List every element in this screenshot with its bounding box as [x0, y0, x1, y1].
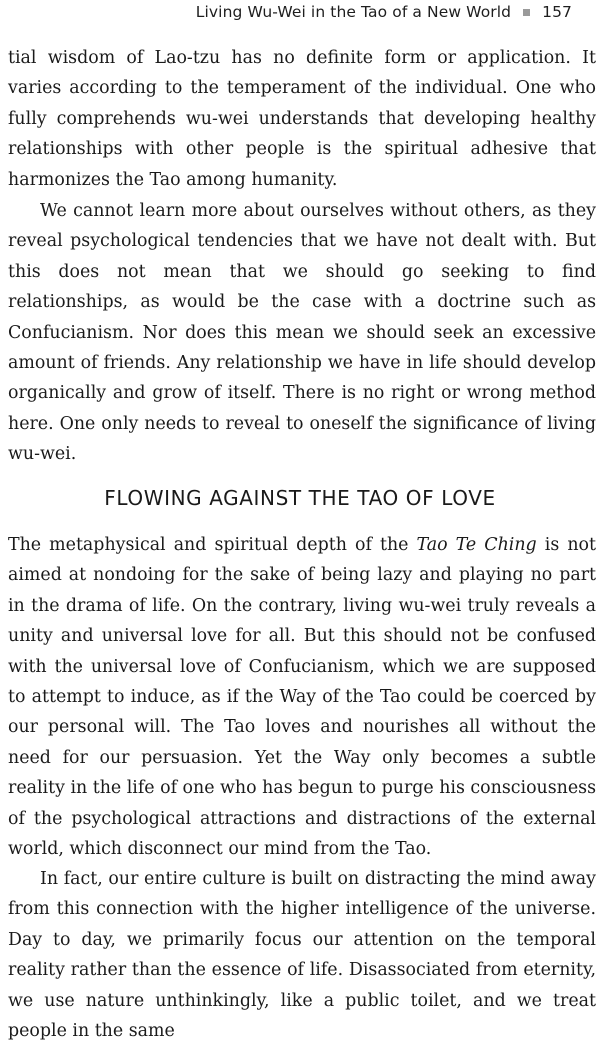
paragraph-text-rest: is not aimed at nondoing for the sake of being lazy and playing no part in the drama of life. On the contrary, living wu-wei truly reveals a unity and universal love for all. But this should not be confused with the universal love of Confucianism, which we are supposed to attempt to induce, as if the Way of the Tao could be coerced by our personal will. The Tao loves and nourishes all without the need for our persuasion. Yet the Way only becomes a subtle reality in the life of one who has begun to purge his consciousness of the psychological attractions and distractions of the external world, which disconnect our mind from the Tao. [8, 535, 597, 860]
paragraph-text-start: The metaphysical and spiritual depth of the [8, 535, 417, 555]
running-title: Living Wu-Wei in the Tao of a New World [195, 3, 512, 21]
paragraph-culture: In fact, our entire culture is built on distracting the mind away from this connection with the higher intelligence of the universe. Day to day, we primarily focus our attention on the temporal reality rather than the essence of life. Disassociated from eternity, we use nature unthinkingly, like a public toilet, and we treat people in the same [8, 869, 596, 1042]
paragraph-metaphysical [8, 530, 596, 864]
book-title: Tao Te Ching [416, 535, 537, 555]
paragraph-relationships: We cannot learn more about ourselves without others, as they reveal psychological tendencies that we have not dealt with. But this does not mean that we should go seeking to find relationships, as would be the case with a doctrine such as Confucianism. Nor does this mean we should seek an excessive amount of friends. Any relationship we have in life should develop organically and grow of itself. There is no right or wrong method here. One only needs to reveal to oneself the significance of living wu-wei. [8, 201, 596, 465]
paragraph-continued: tial wisdom of Lao-tzu has no definite form or application. It varies according to the temperament of the individual. One who fully comprehends wu-wei understands that developing healthy relationships with other people is the spiritual adhesive that harmonizes the Tao among humanity. [8, 48, 596, 190]
section-heading: FLOWING AGAINST THE TAO OF LOVE [104, 486, 496, 510]
page-number: 157 [542, 3, 572, 21]
running-header [196, 3, 572, 21]
separator-square-icon [523, 9, 530, 16]
